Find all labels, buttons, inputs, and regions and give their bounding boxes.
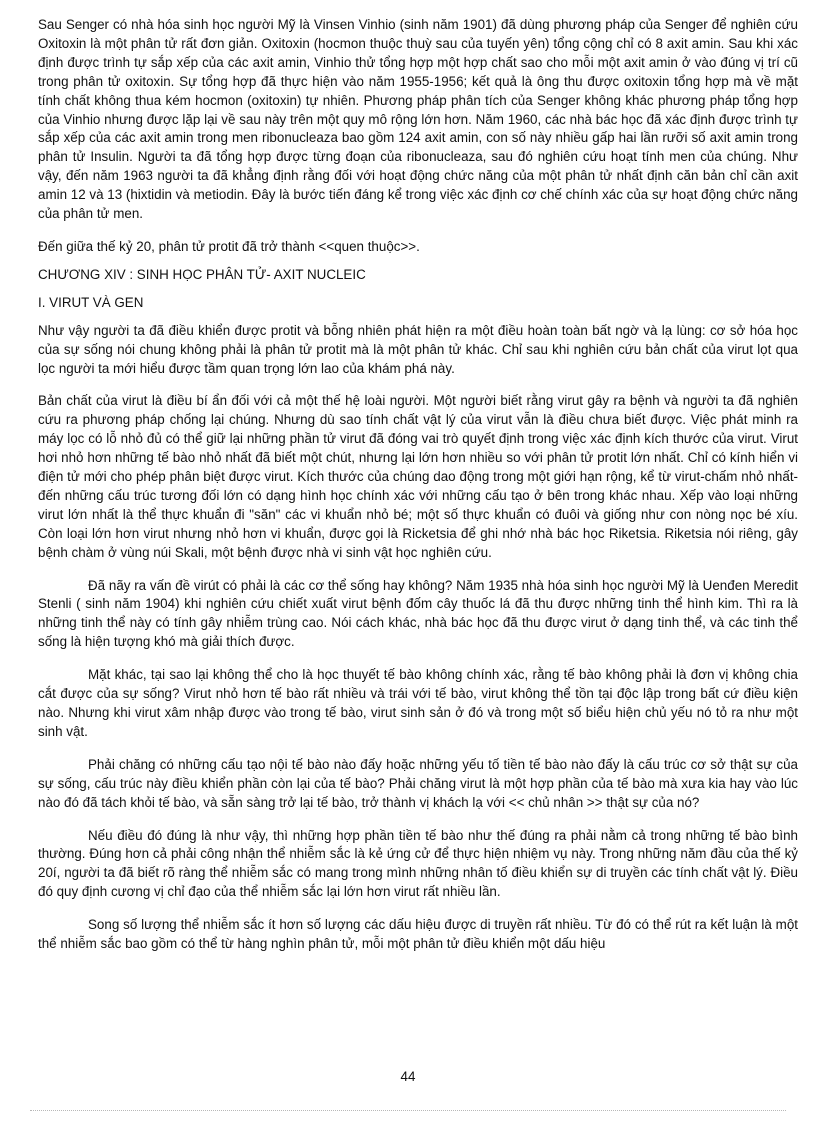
footer-divider bbox=[30, 1110, 786, 1111]
page-number: 44 bbox=[400, 1069, 416, 1084]
document-page bbox=[38, 16, 798, 968]
paragraph-virus-nature: Bản chất của virut là điều bí ẩn đối với cả một thế hệ loài người. Một người biết rằng virut gây ra bệnh và người ta đã nghiên cứu ra phương pháp chống lại chúng. Nhưng dù sao tính chất vật lý của virut vẫn là điều chưa biết được. Việc phát minh ra máy lọc có lỗ nhỏ đủ có thể giữ lại những phần tử virut đã đóng vai trò quyết định trong việc xác định kích thước của virut. Virut hơi nhỏ hơn những tế bào nhỏ nhất đã biết một chút, nhưng lại lớn hơn nhiều so với phân tử protit lớn nhất. Chỉ có kính hiển vi điện tử mới cho phép phân biệt được virut. Kích thước của chúng dao động trong một giới hạn rộng, kể từ virut-chấm nhỏ nhất-đến những cấu trúc tương đối lớn có dạng hình học chính xác với những cấu tạo ở bên trong khác nhau. Xếp vào loại những virut lớn nhất là thể thực khuẩn đi "săn" các vi khuẩn nhỏ bé; một số thực khuẩn có đuôi và giống như con nòng nọc bé xíu. Còn loại lớn hơn virut nhưng nhỏ hơn vi khuẩn, được gọi là Ricketsia để ghi nhớ nhà bác học Riketsia. Riketsia nói riêng, gây bệnh chàm ở vùng núi Skali, một bệnh được nhà vi sinh vật học nghiên cứu. bbox=[38, 393, 798, 560]
paragraph-virus-crystals: Đã nãy ra vấn đề virút có phải là các cơ thể sống hay không? Năm 1935 nhà hóa sinh học người Mỹ là Uenđen Meredit Stenli ( sinh năm 1904) khi nghiên cứu chiết xuất virut bệnh đốm cây thuốc lá đã thu được những tinh thể hình kim. Thì ra là những tinh thể này có tính gây nhiễm trùng cao. Nói cách khác, nhà bác học đã thu được virut ở dạng tinh thể, và các tinh thể sống là hiện tượng khó mà giải thích được. bbox=[38, 577, 798, 650]
paragraph-protein-familiar: Đến giữa thế kỷ 20, phân tử protit đã trở thành <<quen thuộc>>. bbox=[38, 238, 420, 254]
section-heading: I. VIRUT VÀ GEN bbox=[38, 294, 144, 310]
paragraph-virus-discovery: Như vậy người ta đã điều khiển được protit và bỗng nhiên phát hiện ra một điều hoàn toàn bất ngờ và lạ lùng: cơ sở hóa học của sự sống nói chung không phải là phân tử protit mà là một phân tử khác. Chỉ sau khi nghiên cứu bản chất của virut lọt qua lọc người ta mới hiểu được tầm quan trọng lớn lao của khám phá này. bbox=[38, 322, 798, 376]
paragraph-cell-theory: Mặt khác, tại sao lại không thể cho là học thuyết tế bào không chính xác, rằng tế bào không phải là đơn vị không chia cắt được của sự sống? Virut nhỏ hơn tế bào rất nhiều và trái với tế bào, virut không thể tồn tại độc lập trong bất cứ điều kiện nào. Nhưng khi virut xâm nhập được vào trong tế bào, virut sinh sản ở đó và trong một số biểu hiện chủ yếu nó tỏ ra như một sinh vật. bbox=[38, 667, 798, 739]
paragraph-intracellular-structures: Phải chăng có những cấu tạo nội tế bào nào đấy hoặc những yếu tố tiền tế bào nào đấy là cấu trúc cơ sở thật sự của sự sống, cấu trúc này điều khiển phần còn lại của tế bào? Phải chăng virut là một hợp phần của tế bào mà xưa kia hay vào lúc nào đó đã tách khỏi tế bào, và sẵn sàng trở lại tế bào, trở thành vị khách lạ với << chủ nhân >> thật sự của nó? bbox=[38, 756, 798, 810]
paragraph-chromosomes: Nếu điều đó đúng là như vậy, thì những hợp phần tiền tế bào như thế đúng ra phải nằm cả trong những tế bào bình thường. Đúng hơn cả phải công nhận thể nhiễm sắc là kẻ ứng cử để thực hiện nhiệm vụ này. Trong những năm đầu của thế kỷ 20í, người ta đã biết rõ ràng thể nhiễm sắc có mang trong mình những nhân tố điều khiển sự di truyền các tính chất vật lý. Điều đó quy định cương vị chỉ đạo của thể nhiễm sắc lại lớn hơn virut rất nhiều lần. bbox=[38, 827, 798, 900]
chapter-heading: CHƯƠNG XIV : SINH HỌC PHÂN TỬ- AXIT NUCLEIC bbox=[38, 266, 366, 282]
paragraph-oxitoxin-synthesis: Sau Senger có nhà hóa sinh học người Mỹ là Vinsen Vinhio (sinh năm 1901) đã dùng phương pháp của Senger để nghiên cứu Oxitoxin là một phân tử rất đơn giản. Oxitoxin (hocmon thuộc thuỳ sau của tuyến yên) tổng cộng chỉ có 8 axit amin. Sau khi xác định được trình tự sắp xếp của các axit amin, Vinhio thử tổng hợp một hợp chất sao cho mỗi một axit amin ở vào đúng vị trí cũ trong phân tử oxitoxin. Sự tổng hợp đã thực hiện vào năm 1955-1956; kết quả là ông thu được oxitoxin tổng hợp mà về mặt tính chất không thua kém hocmon (oxitoxin) tự nhiên. Phương pháp phân tích của Senger không khác phương pháp tổng hợp của Vinhio nhưng được lặp lại về sau này trên một quy mô rộng lớn hơn. Năm 1960, các nhà bác học đã xác định được trình tự sắp xếp của các axit amin trong men ribonucleaza bao gồm 124 axit amin, con số này nhiều gấp hai lần rưỡi số axit amin trong phân tử Insulin. Người ta đã tổng hợp được từng đoạn của ribonucleaza, sau đó nghiên cứu hoạt tính men của chúng. Như vậy, đến năm 1963 người ta đã khẳng định rằng đối với hoạt động chức năng của một phân tử nhất định căn bản chỉ cần axit amin 12 và 13 (hixtidin và metiodin. Đây là bước tiến đáng kể trong việc xác định cơ chế chính xác của sự hoạt động chức năng của phân tử men. bbox=[38, 17, 798, 222]
paragraph-chromosome-count: Song số lượng thể nhiễm sắc ít hơn số lượng các dấu hiệu được di truyền rất nhiều. Từ đó có thể rút ra kết luận là một thể nhiễm sắc bao gồm có thể từ hàng nghìn phân tử, mỗi một phân tử điều khiển một dấu hiệu bbox=[38, 917, 798, 952]
